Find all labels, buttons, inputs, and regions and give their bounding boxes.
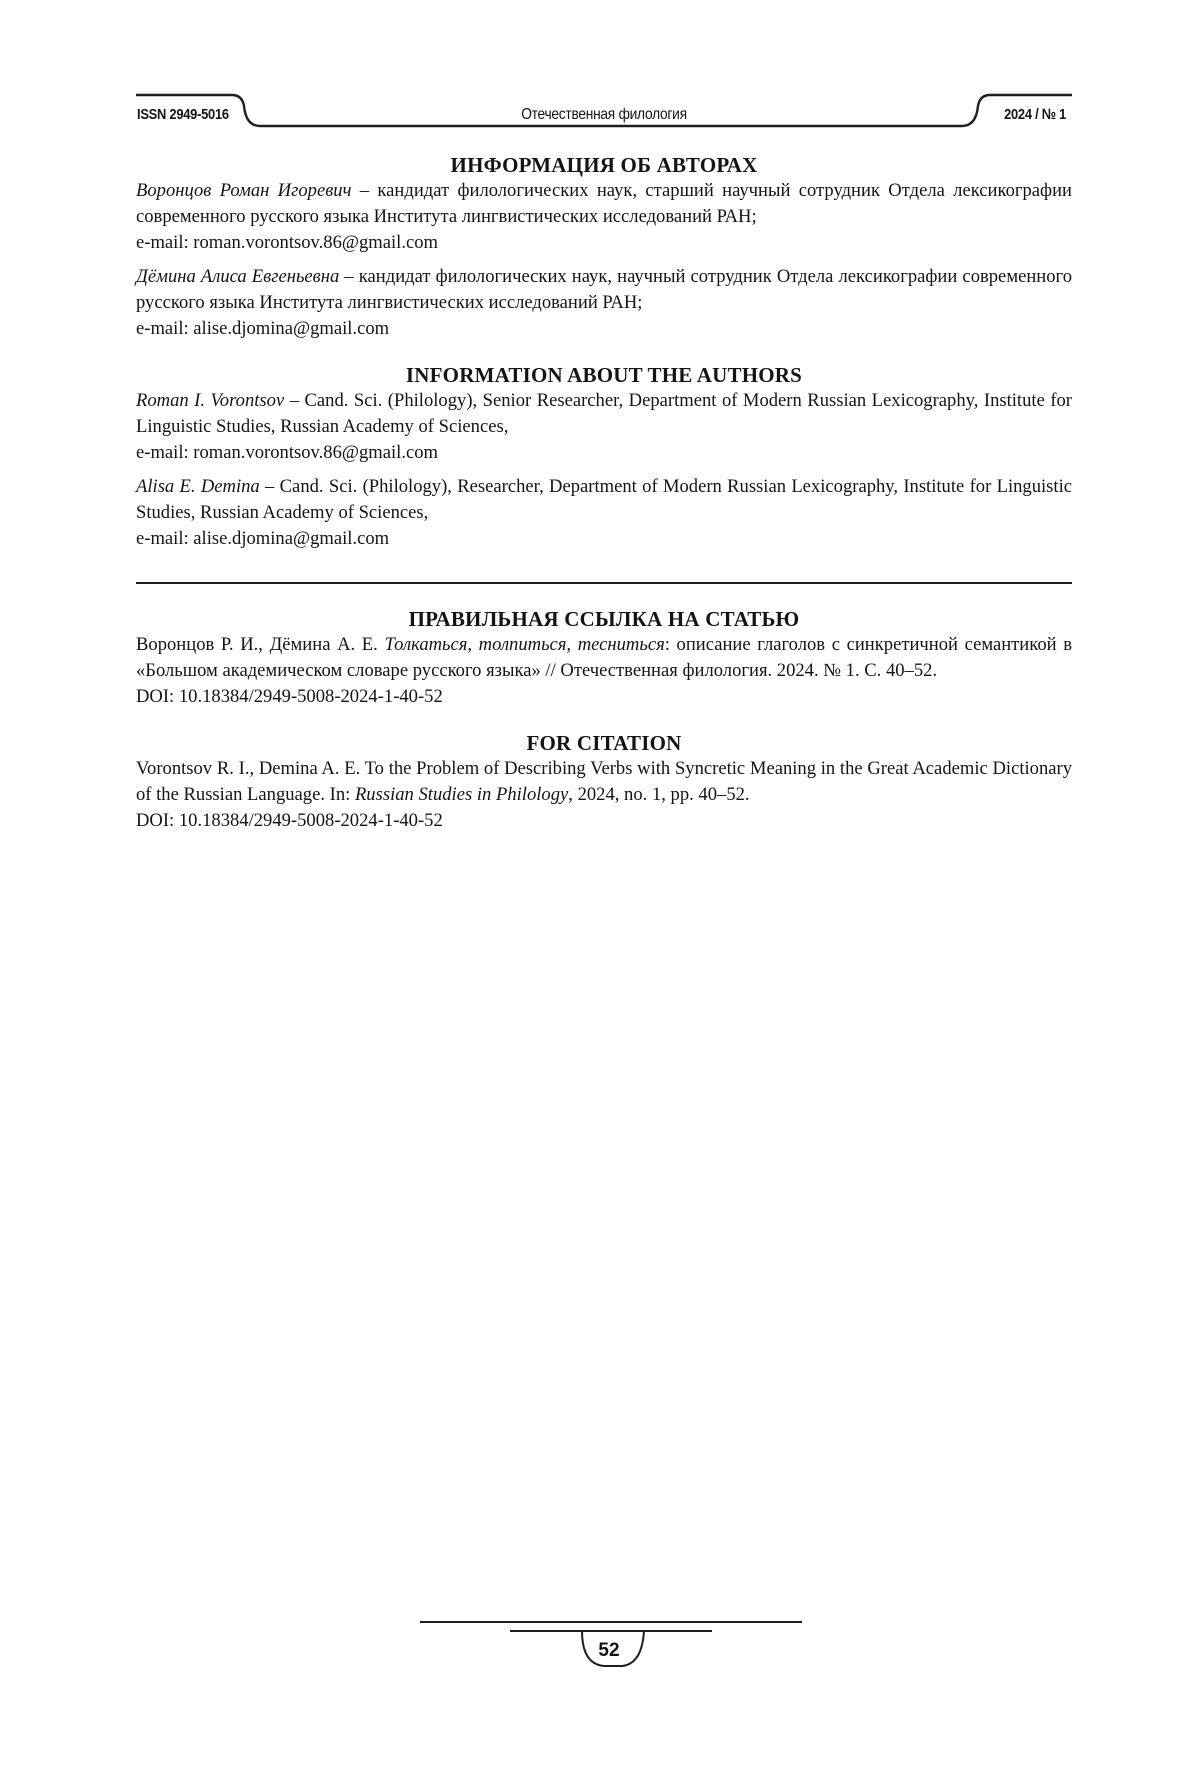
author-ru-2-name: Дёмина Алиса Евгеньевна [136,266,340,287]
citation-en-rest: , 2024, no. 1, pp. 40–52. [568,784,750,805]
author-ru-1-name: Воронцов Роман Игоревич [136,180,352,201]
author-en-2-name: Alisa E. Demina [136,476,260,497]
citation-ru [136,632,1072,710]
authors-ru-heading: ИНФОРМАЦИЯ ОБ АВТОРАХ [450,153,758,177]
header-issue: 2024 / № 1 [1003,106,1066,123]
running-header [136,92,1072,138]
citation-ru-rest: : описание глаголов с синкретичной семантикой в «Большом академическом словаре русского языка» // Отечественная филология. 2024. № 1. С. 40–52. [136,634,1073,681]
page-number: 52 [598,1640,620,1661]
author-ru-1-info: – кандидат филологических наук, старший научный сотрудник Отдела лексикографии современного русского языка Института лингвистических исследований РАН; [136,180,1073,227]
header-journal-title: Отечественная филология [521,106,687,123]
section-divider [136,582,1072,584]
author-en-1-info: – Cand. Sci. (Philology), Senior Researcher, Department of Modern Russian Lexicography, Institute for Linguistic Studies, Russian Academy of Sciences, [136,390,1072,437]
authors-en-heading: INFORMATION ABOUT THE AUTHORS [405,363,803,387]
citation-en-doi: DOI: 10.18384/2949-5008-2024-1-40-52 [136,810,443,831]
author-ru-2-email: e-mail: alise.djomina@gmail.com [136,318,390,339]
citation-ru-authors: Воронцов Р. И., Дёмина А. Е. [136,634,385,655]
page-content [136,152,1072,834]
author-en-1-email: e-mail: roman.vorontsov.86@gmail.com [136,442,438,463]
author-en-2-email: e-mail: alise.djomina@gmail.com [136,528,390,549]
citation-en-heading: FOR CITATION [526,731,682,755]
citation-en-journal-italic: Russian Studies in Philology [354,784,569,805]
author-en-1 [136,388,1072,466]
author-ru-2-info: – кандидат филологических наук, научный сотрудник Отдела лексикографии современного русского языка Института лингвистических исследований РАН; [136,266,1072,313]
author-ru-1 [136,178,1072,256]
header-issn: ISSN 2949-5016 [137,106,229,123]
author-en-2 [136,474,1072,552]
citation-en [136,756,1072,834]
author-en-2-info: – Cand. Sci. (Philology), Researcher, Department of Modern Russian Lexicography, Institute for Linguistic Studies, Russian Academy of Sciences, [136,476,1072,523]
citation-en-text: Vorontsov R. I., Demina A. E. To the Problem of Describing Verbs with Syncretic Meaning in the Great Academic Dictionary of the Russian Language. In: [136,758,1072,805]
citation-ru-title-italic: Толкаться, толпиться, тесниться [384,634,665,655]
page-footer [416,1620,802,1684]
author-ru-1-email: e-mail: roman.vorontsov.86@gmail.com [136,232,438,253]
author-en-1-name: Roman I. Vorontsov [136,390,285,411]
author-ru-2 [136,264,1072,342]
citation-ru-heading: ПРАВИЛЬНАЯ ССЫЛКА НА СТАТЬЮ [408,607,800,631]
citation-ru-doi: DOI: 10.18384/2949-5008-2024-1-40-52 [136,686,443,707]
